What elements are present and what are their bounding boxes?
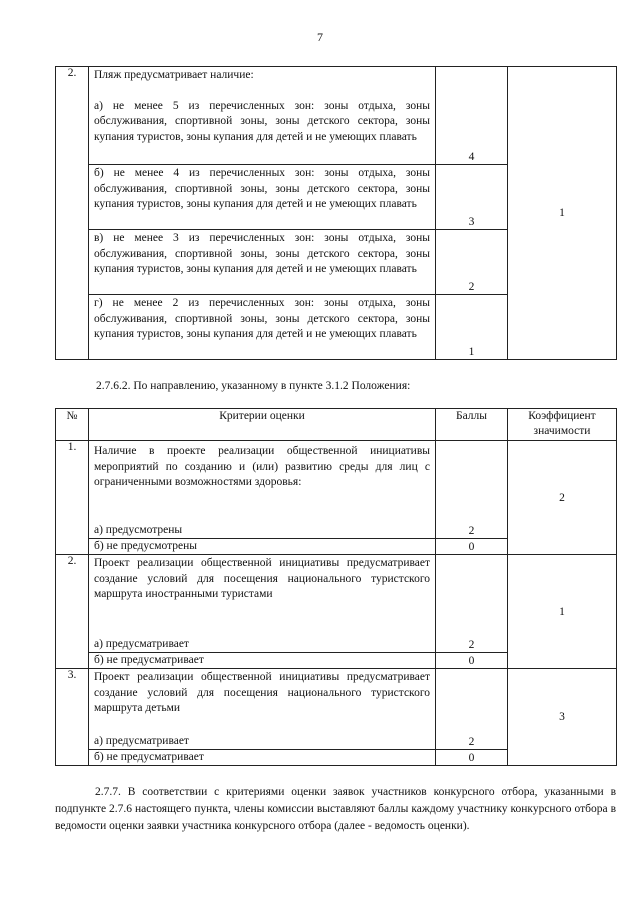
table-row [56,67,617,165]
beach-criteria-table [55,66,617,360]
score-cell: 0 [436,653,508,669]
header-score: Баллы [436,409,508,441]
row-number: 3. [56,669,89,766]
criterion-cell [89,653,436,669]
criterion-cell [89,230,436,295]
row-number: 1. [56,441,89,555]
criterion-option-b: б) не предусматривает [94,654,204,666]
criterion-cell [89,555,436,653]
table-row [56,441,617,539]
coefficient-cell: 1 [508,555,617,669]
criterion-intro: Пляж предусматривает наличие: [94,69,254,81]
table-row [56,669,617,750]
row-number: 2. [56,67,89,360]
score-cell: 0 [436,539,508,555]
page-number: 7 [317,30,323,44]
criterion-cell [89,750,436,766]
header-criteria: Критерии оценки [89,409,436,441]
score-cell: 4 [436,67,508,165]
score-cell: 2 [436,555,508,653]
score-cell: 3 [436,165,508,230]
criterion-text: Наличие в проекте реализации общественной инициативы мероприятий по созданию и (или) развитию среды для лиц с ограниченными возможностями здоровья: [94,445,430,488]
score-cell: 0 [436,750,508,766]
header-number: № [56,409,89,441]
paragraph-2-7-7: 2.7.7. В соответствии с критериями оценки заявок участников конкурсного отбора, указанными в подпункте 2.7.6 настоящего пункта, члены комиссии выставляют баллы каждому участнику конкурсного отбора в ведомости оценки заявки участника конкурсного отбора (далее - ведомость оценки). [55,786,616,832]
criterion-cell [89,165,436,230]
score-cell: 1 [436,295,508,360]
score-cell: 2 [436,669,508,750]
criterion-cell [89,295,436,360]
criterion-cell [89,67,436,165]
criteria-table [55,408,617,766]
criterion-option-a: а) предусмотрены [94,523,183,536]
criterion-option: в) не менее 3 из перечисленных зон: зоны отдыха, зоны обслуживания, спортивной зоны, зоны детского сектора, зоны купания туристов, зоны купания для детей и не умеющих плавать [94,232,430,275]
score-cell: 2 [436,441,508,539]
criterion-option-a: а) предусматривает [94,734,189,747]
criterion-cell [89,441,436,539]
criterion-text: Проект реализации общественной инициативы предусматривает создание условий для посещения национального туристского маршрута иностранными туристами [94,557,430,600]
header-coefficient: Коэффициент значимости [508,409,617,441]
coefficient-cell: 2 [508,441,617,555]
criterion-cell [89,539,436,555]
criterion-text: Проект реализации общественной инициативы предусматривает создание условий для посещения национального туристского маршрута детьми [94,671,430,714]
criterion-option-b: б) не предусматривает [94,751,204,763]
criterion-option: г) не менее 2 из перечисленных зон: зоны отдыха, зоны обслуживания, спортивной зоны, зоны детского сектора, зоны купания туристов, зоны купания для детей и не умеющих плавать [94,297,430,340]
row-number: 2. [56,555,89,669]
coefficient-cell: 1 [508,67,617,360]
coefficient-cell: 3 [508,669,617,766]
criterion-option-a: а) предусматривает [94,637,189,650]
section-heading: 2.7.6.2. По направлению, указанному в пункте 3.1.2 Положения: [96,380,411,392]
table-header-row [56,409,617,441]
criterion-cell [89,669,436,750]
criterion-option-b: б) не предусмотрены [94,540,198,552]
criterion-option: б) не менее 4 из перечисленных зон: зоны отдыха, зоны обслуживания, спортивной зоны, зоны детского сектора, зоны купания туристов, зоны купания для детей и не умеющих плавать [94,167,430,210]
score-cell: 2 [436,230,508,295]
table-row [56,555,617,653]
criterion-option: а) не менее 5 из перечисленных зон: зоны отдыха, зоны обслуживания, спортивной зоны, зоны детского сектора, зоны купания туристов, зоны купания для детей и не умеющих плавать [94,99,430,143]
